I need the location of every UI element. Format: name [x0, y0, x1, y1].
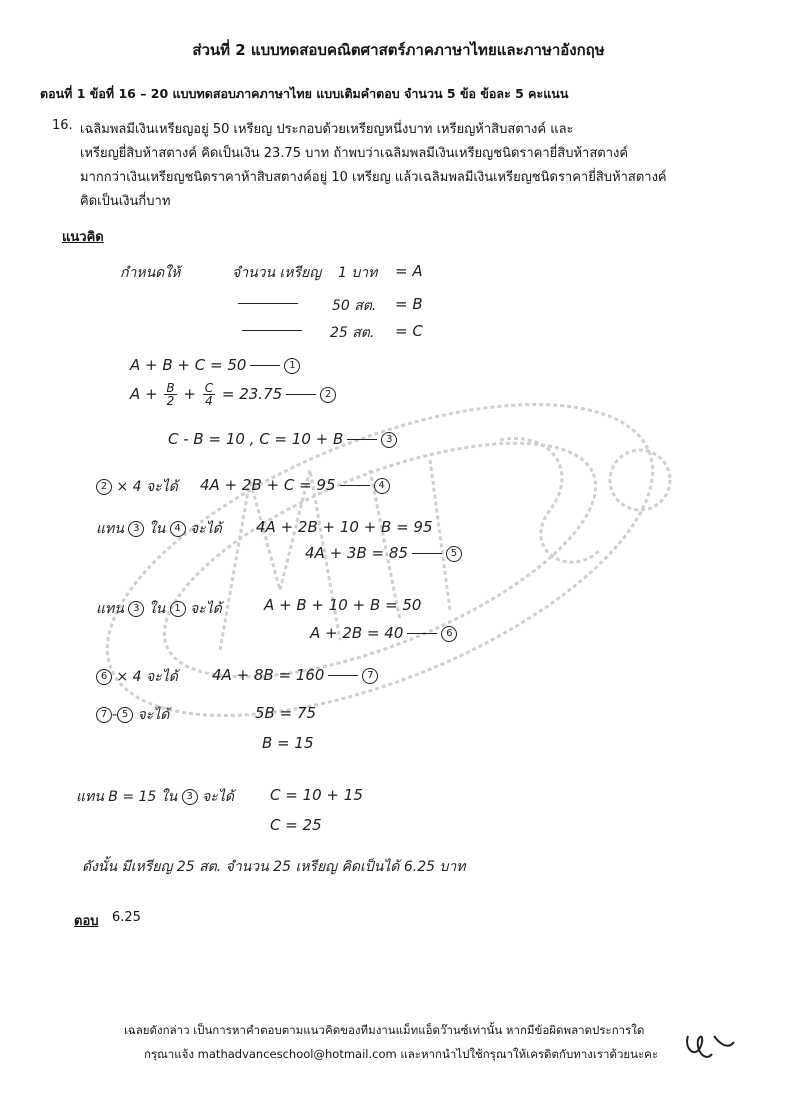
step-9-lead: แทน B = 15 ใน 3 จะได้	[76, 789, 234, 805]
equation-4: 4A + 2B + C = 95 4	[200, 476, 390, 494]
define-row-3-eq: = C	[395, 322, 423, 340]
define-row-2-unit: 50 สต.	[332, 298, 377, 314]
equation-2: A + $\frac{B}{2}$ + $\frac{C}{4}$ = 23.75 2	[130, 382, 336, 407]
equation-6a: A + B + 10 + B = 50	[264, 596, 422, 614]
define-row-1-unit: 1 บาท	[338, 265, 378, 281]
equation-9a: C = 10 + 15	[270, 786, 363, 804]
question-line-2: เหรียญยี่สิบห้าสตางค์ คิดเป็นเงิน 23.75 บาท ถ้าพบว่าเฉลิมพลมีเงินเหรียญชนิดราคายี่สิบห้าสตางค์	[80, 146, 629, 161]
define-row-3-dash	[238, 322, 306, 338]
equation-7: 4A + 8B = 160 7	[212, 666, 378, 684]
define-row-2-dash	[234, 295, 302, 311]
define-row-1-left: จำนวน เหรียญ	[232, 265, 322, 281]
page-title: ส่วนที่ 2 แบบทดสอบคณิตศาสตร์ภาคภาษาไทยและภาษาอังกฤษ	[192, 41, 605, 59]
solution-heading: แนวคิด	[62, 230, 104, 245]
equation-6b: A + 2B = 40 6	[310, 624, 457, 642]
section-heading: ตอนที่ 1 ข้อที่ 16 – 20 แบบทดสอบภาคภาษาไทย แบบเติมคำตอบ จำนวน 5 ข้อ ข้อละ 5 คะแนน	[40, 86, 569, 101]
question-line-3: มากกว่าเงินเหรียญชนิดราคาห้าสิบสตางค์อยู่ 10 เหรียญ แล้วเฉลิมพลมีเงินเหรียญชนิดราคายี่สิบห้าสตางค์	[80, 170, 667, 185]
define-row-2-eq: = B	[395, 295, 423, 313]
answer-value: 6.25	[112, 910, 141, 925]
step-8-lead: 7 - 5 จะได้	[96, 704, 169, 726]
define-row-3-unit: 25 สต.	[330, 325, 375, 341]
equation-8a: 5B = 75	[255, 704, 317, 722]
question-line-4: คิดเป็นเงินกี่บาท	[80, 194, 171, 209]
step-7-lead: 6 × 4 จะได้	[96, 666, 178, 688]
answer-label: ตอบ	[74, 914, 99, 929]
step-5-lead: แทน 3 ใน 4 จะได้	[96, 521, 222, 537]
conclusion: ดังนั้น มีเหรียญ 25 สต. จำนวน 25 เหรียญ คิดเป็นได้ 6.25 บาท	[82, 859, 466, 875]
question-number: 16.	[52, 118, 73, 133]
equation-3: C - B = 10 , C = 10 + B 3	[168, 430, 397, 448]
step-4-lead: 2 × 4 จะได้	[96, 476, 178, 498]
define-row-1-eq: = A	[395, 262, 423, 280]
equation-8b: B = 15	[262, 734, 314, 752]
equation-1: A + B + C = 50 1	[130, 356, 300, 374]
step-6-lead: แทน 3 ใน 1 จะได้	[96, 601, 222, 617]
footer-line-1: เฉลยดังกล่าว เป็นการหาคำตอบตามแนวคิดของทีมงานแม็ทแอ็ดว๊านซ์เท่านั้น หากมีข้อผิดพลาดประการใด	[124, 1023, 645, 1037]
equation-5b: 4A + 3B = 85 5	[305, 544, 462, 562]
equation-9b: C = 25	[270, 816, 322, 834]
define-label: กำหนดให้	[120, 265, 181, 281]
question-line-1: เฉลิมพลมีเงินเหรียญอยู่ 50 เหรียญ ประกอบด้วยเหรียญหนึ่งบาท เหรียญห้าสิบสตางค์ และ	[80, 122, 574, 137]
signature-icon	[680, 1018, 740, 1068]
footer-line-2: กรุณาแจ้ง mathadvanceschool@hotmail.com และหากนำไปใช้กรุณาให้เครดิตกับทางเราด้วยนะคะ	[144, 1047, 659, 1061]
equation-5a: 4A + 2B + 10 + B = 95	[256, 518, 433, 536]
